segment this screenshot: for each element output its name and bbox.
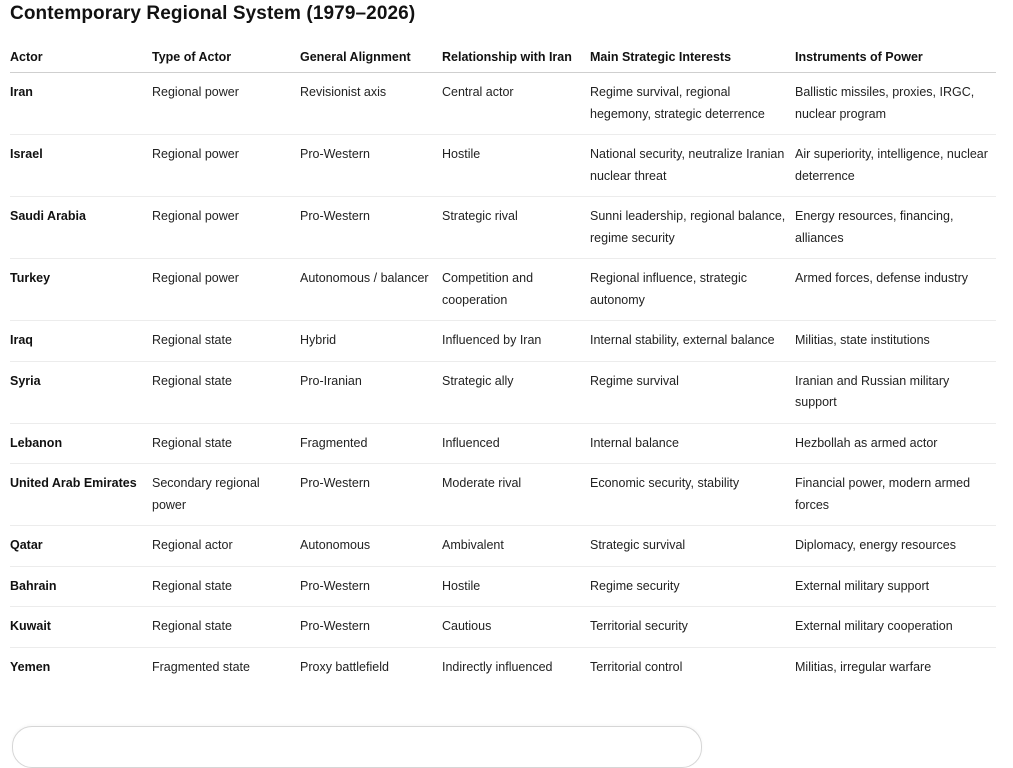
cell-alignment: Pro-Western [300, 197, 442, 259]
cell-interests: Internal balance [590, 423, 795, 464]
cell-instruments: Diplomacy, energy resources [795, 526, 996, 567]
cell-interests: Regime security [590, 566, 795, 607]
column-header-alignment: General Alignment [300, 34, 442, 73]
cell-type: Regional state [152, 321, 300, 362]
cell-type: Regional power [152, 135, 300, 197]
cell-instruments: Hezbollah as armed actor [795, 423, 996, 464]
cell-interests: Territorial control [590, 659, 683, 674]
cell-relationship: Hostile [442, 566, 590, 607]
regional-system-table [10, 34, 996, 687]
cell-alignment: Autonomous [300, 526, 442, 567]
cell-type: Regional power [152, 197, 300, 259]
cell-type: Regional actor [152, 526, 300, 567]
cell-alignment: Fragmented [300, 423, 442, 464]
cell-interests: Strategic survival [590, 526, 795, 567]
composer-pill[interactable] [12, 726, 702, 768]
cell-actor: Lebanon [10, 423, 152, 464]
cell-actor: Iraq [10, 321, 152, 362]
cell-relationship: Moderate rival [442, 464, 590, 526]
cell-actor: United Arab Emirates [10, 464, 152, 526]
cell-actor: Qatar [10, 526, 152, 567]
cell-interests: Territorial security [590, 607, 795, 648]
cell-interests: Regime survival [590, 361, 795, 423]
table-row [10, 135, 996, 197]
cell-actor: Turkey [10, 259, 152, 321]
cell-interests: Sunni leadership, regional balance, regime security [590, 197, 795, 259]
column-header-type: Type of Actor [152, 34, 300, 73]
cell-type: Regional state [152, 423, 300, 464]
cell-relationship: Ambivalent [442, 526, 590, 567]
cell-relationship: Competition and cooperation [442, 259, 590, 321]
cell-relationship: Indirectly influenced [442, 659, 553, 674]
table-row [10, 321, 996, 362]
cell-type: Regional power [152, 259, 300, 321]
cell-relationship: Influenced [442, 423, 590, 464]
table-row [10, 647, 996, 687]
page-title: Contemporary Regional System (1979–2026) [10, 3, 416, 24]
table-header [10, 34, 996, 73]
table-row [10, 423, 996, 464]
column-header-actor: Actor [10, 34, 152, 73]
cell-actor: Syria [10, 361, 152, 423]
table-row [10, 464, 996, 526]
cell-instruments: External military cooperation [795, 607, 996, 648]
cell-relationship: Cautious [442, 607, 590, 648]
cell-interests: National security, neutralize Iranian nuclear threat [590, 135, 795, 197]
cell-instruments: Militias, state institutions [795, 321, 996, 362]
column-header-instruments: Instruments of Power [795, 34, 996, 73]
cell-instruments: Financial power, modern armed forces [795, 464, 996, 526]
cell-relationship: Strategic rival [442, 197, 590, 259]
cell-instruments: Ballistic missiles, proxies, IRGC, nuclear program [795, 73, 996, 135]
cell-alignment: Pro-Iranian [300, 361, 442, 423]
cell-type: Regional state [152, 361, 300, 423]
cell-interests: Regime survival, regional hegemony, strategic deterrence [590, 73, 795, 135]
cell-alignment: Pro-Western [300, 135, 442, 197]
column-header-interests: Main Strategic Interests [590, 34, 795, 73]
cell-interests: Economic security, stability [590, 464, 795, 526]
cell-alignment: Proxy battlefield [300, 659, 389, 674]
cell-relationship: Central actor [442, 73, 590, 135]
cell-instruments: Energy resources, financing, alliances [795, 197, 996, 259]
cell-alignment: Pro-Western [300, 607, 442, 648]
cell-interests: Regional influence, strategic autonomy [590, 259, 795, 321]
table-body [10, 73, 996, 688]
cell-actor: Kuwait [10, 607, 152, 648]
table-row [10, 361, 996, 423]
cell-alignment: Revisionist axis [300, 73, 442, 135]
cell-instruments: Air superiority, intelligence, nuclear deterrence [795, 135, 996, 197]
cell-relationship: Hostile [442, 135, 590, 197]
cell-relationship: Influenced by Iran [442, 321, 590, 362]
cell-actor: Saudi Arabia [10, 197, 152, 259]
table-row [10, 607, 996, 648]
cell-type: Secondary regional power [152, 464, 300, 526]
cell-alignment: Autonomous / balancer [300, 259, 442, 321]
cell-actor: Yemen [10, 659, 51, 674]
table-row [10, 73, 996, 135]
cell-actor: Bahrain [10, 566, 152, 607]
cell-type: Fragmented state [152, 659, 250, 674]
table-row [10, 566, 996, 607]
table-row [10, 526, 996, 567]
cell-instruments: Armed forces, defense industry [795, 259, 996, 321]
cell-relationship: Strategic ally [442, 361, 590, 423]
cell-type: Regional power [152, 73, 300, 135]
cell-actor: Iran [10, 73, 152, 135]
cell-type: Regional state [152, 566, 300, 607]
cell-actor: Israel [10, 135, 152, 197]
header-row [10, 34, 996, 73]
cell-type: Regional state [152, 607, 300, 648]
cell-instruments: External military support [795, 566, 996, 607]
column-header-relationship: Relationship with Iran [442, 34, 590, 73]
table-row [10, 197, 996, 259]
cell-instruments: Iranian and Russian military support [795, 361, 996, 423]
cell-alignment: Hybrid [300, 321, 442, 362]
cell-alignment: Pro-Western [300, 464, 442, 526]
cell-alignment: Pro-Western [300, 566, 442, 607]
cell-instruments: Militias, irregular warfare [795, 659, 932, 674]
cell-interests: Internal stability, external balance [590, 321, 795, 362]
table-row [10, 259, 996, 321]
